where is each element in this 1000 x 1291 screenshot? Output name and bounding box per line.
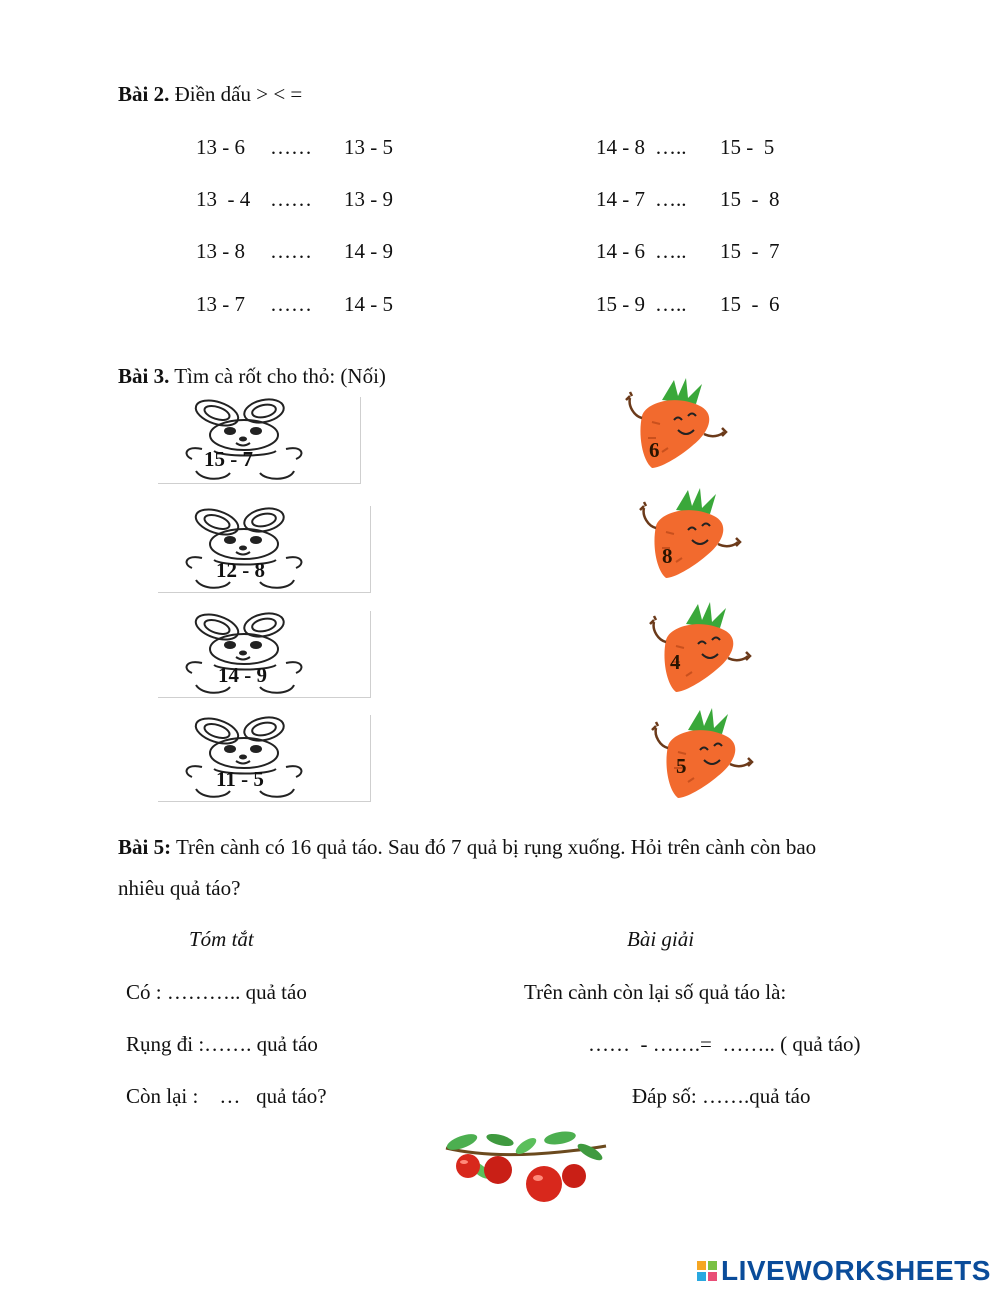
carrot-icon <box>638 706 768 806</box>
summary-co[interactable]: Có : ……….. quả táo <box>126 980 307 1004</box>
carrot-icon <box>636 600 766 700</box>
right-expression: 15 - 8 <box>720 187 780 211</box>
compare-blank[interactable]: ….. <box>655 187 687 211</box>
left-expression: 14 - 7 <box>596 187 645 211</box>
left-expression: 14 - 8 <box>596 135 645 159</box>
bai3-heading: Bài 3. Tìm cà rốt cho thỏ: (Nối) <box>118 364 386 388</box>
carrot-card[interactable] <box>612 376 742 476</box>
left-expression: 14 - 6 <box>596 239 645 263</box>
right-expression: 13 - 9 <box>344 187 393 211</box>
rabbit-expression: 15 - 7 <box>204 447 253 471</box>
summary-conlai[interactable]: Còn lại : … quả táo? <box>126 1084 327 1108</box>
bai5-problem-line2: nhiêu quả táo? <box>118 876 241 900</box>
compare-blank[interactable]: ….. <box>655 292 687 316</box>
right-expression: 15 - 5 <box>720 135 775 159</box>
left-expression: 15 - 9 <box>596 292 645 316</box>
bai5-problem-line1: Bài 5: Trên cành có 16 quả táo. Sau đó 7 quả bị rụng xuống. Hỏi trên cành còn bao <box>118 835 817 859</box>
right-expression: 15 - 6 <box>720 292 780 316</box>
carrot-card[interactable] <box>638 706 768 806</box>
right-expression: 13 - 5 <box>344 135 393 159</box>
right-expression: 15 - 7 <box>720 239 780 263</box>
solution-line1: Trên cành còn lại số quả táo là: <box>524 980 787 1004</box>
compare-blank[interactable]: ….. <box>655 135 687 159</box>
carrot-card[interactable] <box>626 486 756 586</box>
right-expression: 14 - 5 <box>344 292 393 316</box>
compare-blank[interactable]: ….. <box>655 239 687 263</box>
carrot-number: 6 <box>649 438 660 462</box>
solution-calculation[interactable]: …… - …….= …….. ( quả táo) <box>588 1032 861 1056</box>
rabbit-card[interactable] <box>158 506 371 593</box>
right-expression: 14 - 9 <box>344 239 393 263</box>
compare-blank[interactable]: …… <box>270 187 312 211</box>
carrot-icon <box>612 376 742 476</box>
rabbit-card[interactable] <box>158 397 361 484</box>
compare-blank[interactable]: …… <box>270 135 312 159</box>
left-expression: 13 - 7 <box>196 292 245 316</box>
carrot-card[interactable] <box>636 600 766 700</box>
solution-heading: Bài giải <box>627 927 695 951</box>
rabbit-card[interactable] <box>158 611 371 698</box>
carrot-number: 4 <box>670 650 681 674</box>
rabbit-expression: 11 - 5 <box>216 767 264 791</box>
compare-blank[interactable]: …… <box>270 292 312 316</box>
summary-rung[interactable]: Rụng đi :……. quả táo <box>126 1032 318 1056</box>
left-expression: 13 - 6 <box>196 135 245 159</box>
solution-answer[interactable]: Đáp số: …….quả táo <box>632 1084 811 1108</box>
apple-branch-illustration <box>440 1126 610 1208</box>
logo-blocks-icon <box>697 1261 717 1281</box>
carrot-icon <box>626 486 756 586</box>
rabbit-card[interactable] <box>158 715 371 802</box>
summary-heading: Tóm tắt <box>189 927 254 951</box>
left-expression: 13 - 4 <box>196 187 251 211</box>
carrot-number: 5 <box>676 754 687 778</box>
compare-blank[interactable]: …… <box>270 239 312 263</box>
rabbit-expression: 14 - 9 <box>218 663 267 687</box>
bai2-heading: Bài 2. Điền dấu > < = <box>118 82 303 106</box>
liveworksheets-logo <box>697 1255 991 1287</box>
carrot-number: 8 <box>662 544 673 568</box>
left-expression: 13 - 8 <box>196 239 245 263</box>
rabbit-expression: 12 - 8 <box>216 558 265 582</box>
logo-text: LIVEWORKSHEETS <box>721 1255 991 1286</box>
